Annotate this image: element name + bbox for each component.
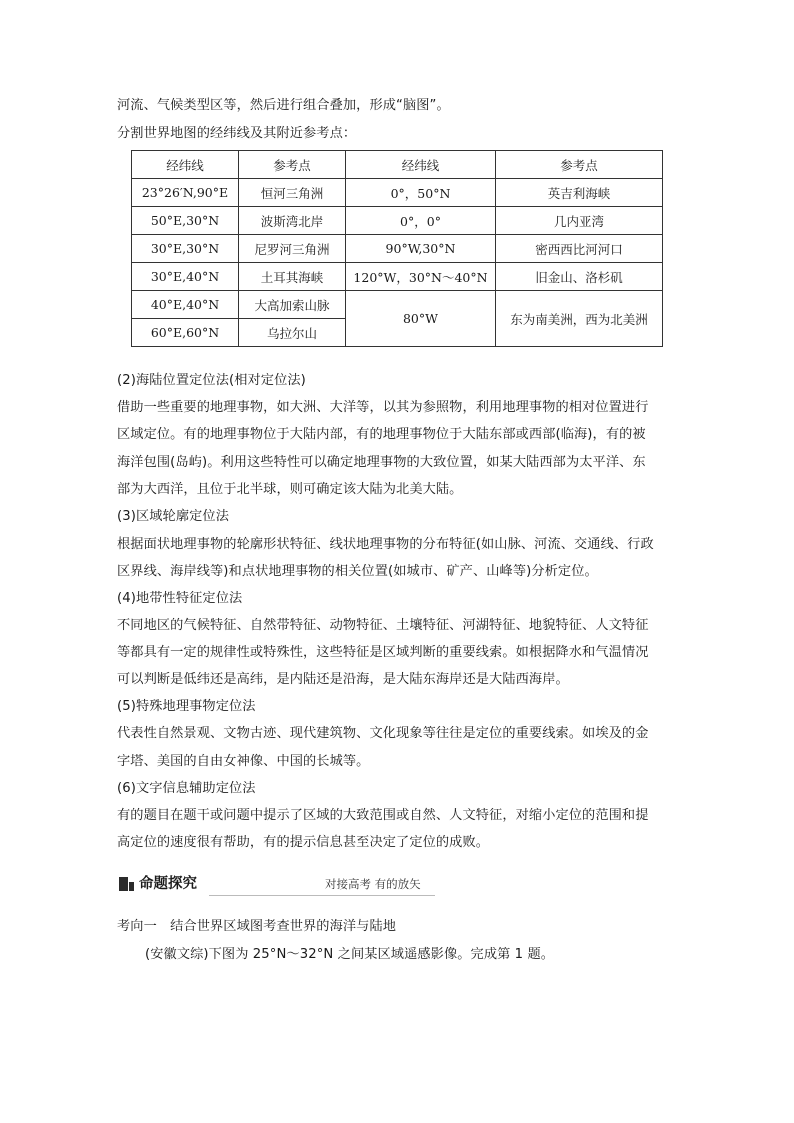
table-row [132, 207, 663, 235]
table-cell: 23°26′N,90°E [132, 179, 239, 207]
section-square-icon [119, 877, 133, 891]
body-line: 代表性自然景观、文物古迹、现代建筑物、文化现象等往往是定位的重要线索。如埃及的金 [117, 726, 649, 741]
body-line: 不同地区的气候特征、自然带特征、动物特征、土壤特征、河湖特征、地貌特征、人文特征 [117, 618, 649, 633]
table-cell: 120°W，30°N～40°N [346, 263, 496, 291]
table-row [132, 291, 663, 319]
table-row [132, 179, 663, 207]
body-line: 可以判断是低纬还是高纬，是内陆还是沿海，是大陆东海岸还是大陆西海岸。 [117, 672, 569, 687]
table-cell: 大高加索山脉 [239, 291, 346, 319]
table-header-row [132, 151, 663, 179]
table-cell-merged: 80°W [346, 291, 496, 347]
paragraph-continuation: 河流、气候类型区等，然后进行组合叠加，形成“脑图”。 [117, 98, 450, 113]
section-header [117, 874, 435, 900]
section-title: (6)文字信息辅助定位法 [117, 781, 256, 796]
table-cell: 60°E,60°N [132, 319, 239, 347]
table-cell: 0°，50°N [346, 179, 496, 207]
table-row [132, 235, 663, 263]
table-header-cell: 参考点 [239, 151, 346, 179]
body-line: 字塔、美国的自由女神像、中国的长城等。 [117, 754, 370, 769]
table-row [132, 263, 663, 291]
section-header-title: 命题探究 [139, 876, 197, 892]
body-line: 区域定位。有的地理事物位于大陆内部，有的地理事物位于大陆东部或西部(临海)，有的被 [117, 427, 646, 442]
table-cell: 波斯湾北岸 [239, 207, 346, 235]
body-line: 高定位的速度很有帮助，有的提示信息甚至决定了定位的成败。 [117, 835, 490, 850]
table-cell-merged: 东为南美洲，西为北美洲 [496, 291, 663, 347]
body-line: 有的题目在题干或问题中提示了区域的大致范围或自然、人文特征，对缩小定位的范围和提 [117, 808, 649, 823]
table-cell: 0°，0° [346, 207, 496, 235]
table-cell: 英吉利海峡 [496, 179, 663, 207]
paragraph-intro: 分割世界地图的经纬线及其附近参考点： [117, 126, 357, 141]
table-cell: 90°W,30°N [346, 235, 496, 263]
body-line: 区界线、海岸线等)和点状地理事物的相关位置(如城市、矿产、山峰等)分析定位。 [117, 564, 598, 579]
section-divider [209, 895, 435, 896]
question-intro: (安徽文综)下图为 25°N～32°N 之间某区域遥感影像。完成第 1 题。 [145, 947, 555, 962]
table-cell: 密西西比河河口 [496, 235, 663, 263]
table-header-cell: 参考点 [496, 151, 663, 179]
table-cell: 30°E,40°N [132, 263, 239, 291]
kaoxiang-label: 考向一 结合世界区域图考查世界的海洋与陆地 [117, 919, 397, 934]
table-header-cell: 经纬线 [346, 151, 496, 179]
table-cell: 旧金山、洛杉矶 [496, 263, 663, 291]
body-line: 根据面状地理事物的轮廓形状特征、线状地理事物的分布特征(如山脉、河流、交通线、行政 [117, 537, 654, 552]
section-header-subtitle: 对接高考 有的放矢 [325, 877, 421, 891]
section-title: (3)区域轮廓定位法 [117, 509, 229, 524]
body-line: 借助一些重要的地理事物，如大洲、大洋等，以其为参照物，利用地理事物的相对位置进行 [117, 400, 649, 415]
table-cell: 几内亚湾 [496, 207, 663, 235]
table-cell: 30°E,30°N [132, 235, 239, 263]
table-cell: 恒河三角洲 [239, 179, 346, 207]
section-title: (4)地带性特征定位法 [117, 591, 243, 606]
body-line: 海洋包围(岛屿)。利用这些特性可以确定地理事物的大致位置，如某大陆西部为太平洋、东 [117, 455, 646, 470]
table-cell: 40°E,40°N [132, 291, 239, 319]
table-cell: 乌拉尔山 [239, 319, 346, 347]
table-cell: 土耳其海峡 [239, 263, 346, 291]
section-title: (2)海陆位置定位法(相对定位法) [117, 373, 306, 388]
table-header-cell: 经纬线 [132, 151, 239, 179]
section-title: (5)特殊地理事物定位法 [117, 699, 256, 714]
body-line: 部为大西洋，且位于北半球，则可确定该大陆为北美大陆。 [117, 482, 463, 497]
reference-table [131, 150, 663, 347]
body-line: 等都具有一定的规律性或特殊性，这些特征是区域判断的重要线索。如根据降水和气温情况 [117, 645, 649, 660]
table-cell: 尼罗河三角洲 [239, 235, 346, 263]
table-cell: 50°E,30°N [132, 207, 239, 235]
